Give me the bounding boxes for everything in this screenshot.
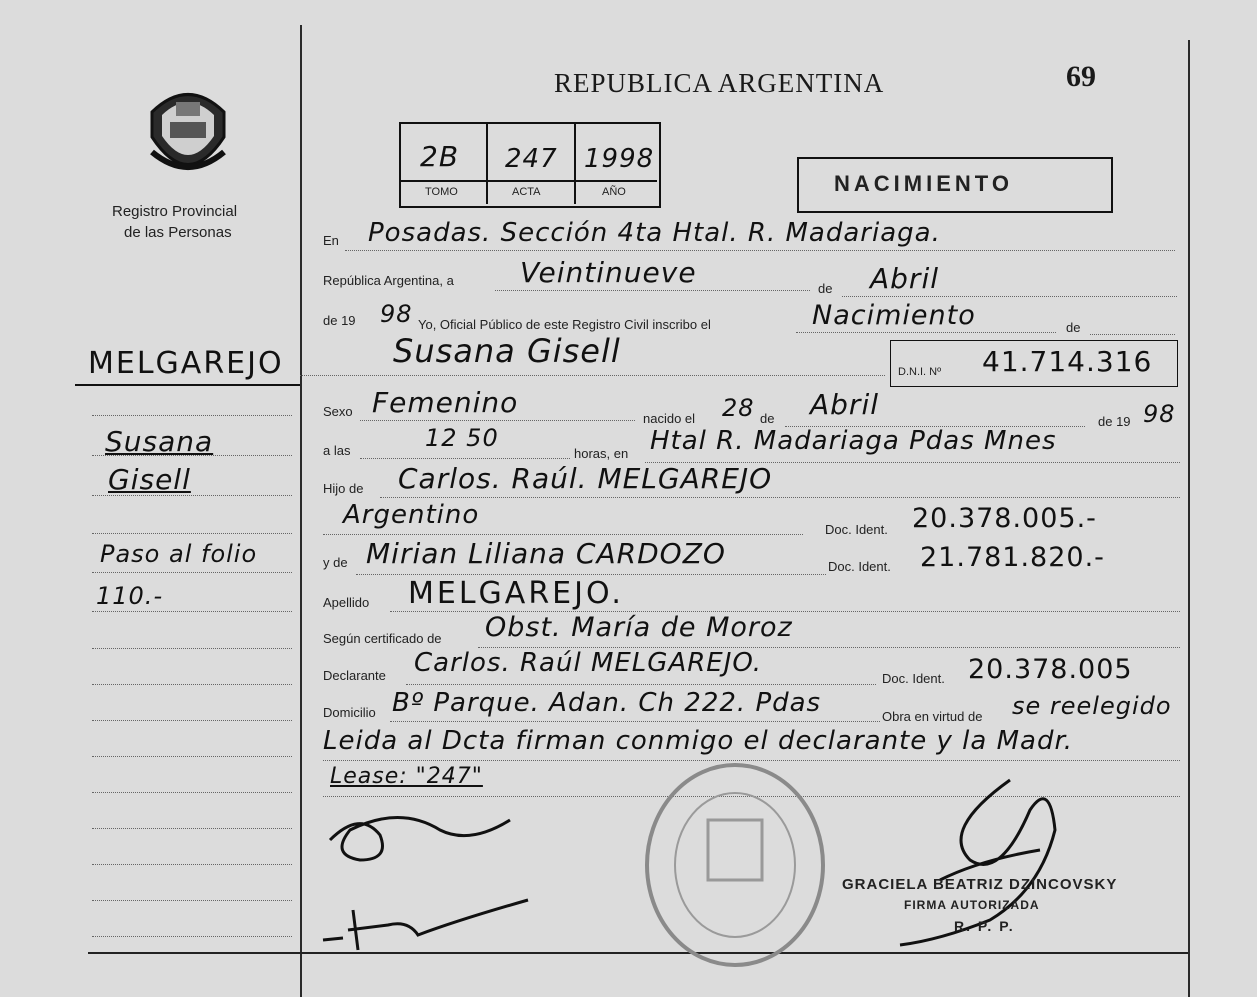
alas-label: a las xyxy=(323,443,351,458)
margin-line xyxy=(92,611,292,612)
left-margin-rule xyxy=(300,25,302,997)
margin-first-name-2: Gisell xyxy=(108,463,191,496)
registry-name-line1: Registro Provincial xyxy=(112,203,238,220)
republica-label: República Argentina, a xyxy=(323,273,454,288)
hora-line xyxy=(360,458,570,459)
day-value: Veintinueve xyxy=(520,256,697,289)
acta-label: ACTA xyxy=(512,186,541,198)
margin-signature-2 xyxy=(318,890,538,960)
domicilio-label: Domicilio xyxy=(323,705,376,720)
de-label-3: de xyxy=(760,411,775,426)
country-title: REPUBLICA ARGENTINA xyxy=(554,68,885,98)
day-line xyxy=(495,290,810,291)
margin-surname: MELGAREJO xyxy=(88,346,284,381)
margin-line xyxy=(92,533,292,534)
inscribo-value: Nacimiento xyxy=(812,300,976,331)
en-line xyxy=(345,250,1175,251)
record-type: NACIMIENTO xyxy=(834,171,1013,196)
obra-value: se reelegido xyxy=(1012,692,1172,720)
padre-nac-line xyxy=(323,534,803,535)
margin-line xyxy=(92,936,292,937)
doc1-value: 20.378.005.- xyxy=(912,503,1097,534)
margin-line xyxy=(92,792,292,793)
yo-label: Yo, Oficial Público de este Registro Civil inscribo el xyxy=(418,317,711,332)
margin-first-name-1: Susana xyxy=(105,425,214,458)
margin-line xyxy=(92,864,292,865)
tomo-value: 2B xyxy=(420,140,460,173)
margin-line xyxy=(92,828,292,829)
apellido-label: Apellido xyxy=(323,595,370,610)
officer-title: FIRMA AUTORIZADA xyxy=(904,898,1040,912)
margin-line xyxy=(92,900,292,901)
yde-label: y de xyxy=(323,555,348,570)
domicilio-value: Bº Parque. Adan. Ch 222. Pdas xyxy=(392,688,822,718)
dni-value: 41.714.316 xyxy=(982,345,1153,378)
declarante-label: Declarante xyxy=(323,668,386,683)
doc2-label: Doc. Ident. xyxy=(828,559,891,574)
anio-label: AÑO xyxy=(602,186,626,198)
margin-line xyxy=(92,415,292,416)
margin-note-2: 110.- xyxy=(96,582,164,610)
margin-line xyxy=(92,720,292,721)
horas-label: horas, en xyxy=(574,446,629,461)
nacido-month: Abril xyxy=(810,388,879,421)
margin-line xyxy=(92,756,292,757)
madre-line xyxy=(356,574,826,575)
margin-line xyxy=(92,495,292,496)
hora-value: 12 50 xyxy=(425,424,499,452)
tomo-label: TOMO xyxy=(425,186,458,198)
record-box-sep xyxy=(486,124,488,204)
padre-value: Carlos. Raúl. MELGAREJO xyxy=(398,462,773,495)
margin-line xyxy=(92,648,292,649)
record-box-divider xyxy=(401,180,657,182)
nacido-year: 98 xyxy=(1143,400,1176,428)
officer-name: GRACIELA BEATRIZ DZINCOVSKY xyxy=(842,876,1118,893)
bottom-rule xyxy=(88,952,1188,954)
acta-value: 247 xyxy=(505,144,558,174)
obra-label: Obra en virtud de xyxy=(882,709,983,724)
en-label: En xyxy=(323,233,339,248)
child-name: Susana Gisell xyxy=(393,332,621,370)
segun-value: Obst. María de Moroz xyxy=(485,612,793,643)
de-line-2 xyxy=(1090,334,1175,335)
margin-surname-underline xyxy=(75,384,300,386)
declarante-value: Carlos. Raúl MELGAREJO. xyxy=(414,648,763,678)
margin-signature-1 xyxy=(320,800,520,870)
right-margin-rule xyxy=(1188,40,1190,997)
inscribo-line xyxy=(796,332,1056,333)
year-value: 98 xyxy=(380,300,413,328)
sexo-value: Femenino xyxy=(372,386,519,419)
month-value: Abril xyxy=(870,262,939,295)
provincial-seal-logo xyxy=(142,82,234,182)
continuation-value: Leida al Dcta firman conmigo el declarante y la Madr. xyxy=(323,726,1074,756)
doc1-label: Doc. Ident. xyxy=(825,522,888,537)
en-value: Posadas. Sección 4ta Htal. R. Madariaga. xyxy=(368,218,941,248)
nacido-label: nacido el xyxy=(643,411,696,426)
declarante-line xyxy=(406,684,876,685)
margin-line xyxy=(92,684,292,685)
page-number: 69 xyxy=(1066,60,1096,93)
name-line xyxy=(300,375,885,376)
record-box-sep xyxy=(574,124,576,204)
domicilio-line xyxy=(390,721,880,722)
lugar-value: Htal R. Madariaga Pdas Mnes xyxy=(650,426,1057,456)
doc2-value: 21.781.820.- xyxy=(920,542,1105,573)
segun-label: Según certificado de xyxy=(323,631,442,646)
sexo-label: Sexo xyxy=(323,404,353,419)
margin-line xyxy=(92,455,292,456)
registry-name-line2: de las Personas xyxy=(124,224,232,241)
sexo-line xyxy=(360,420,635,421)
dni-label: D.N.I. Nº xyxy=(898,366,942,378)
padre-nac: Argentino xyxy=(343,500,480,530)
de-label-2: de xyxy=(1066,320,1081,335)
margin-note-1: Paso al folio xyxy=(100,540,258,568)
anio-value: 1998 xyxy=(584,144,655,174)
madre-value: Mirian Liliana CARDOZO xyxy=(366,537,726,570)
hijo-label: Hijo de xyxy=(323,481,364,496)
de-label: de xyxy=(818,281,833,296)
doc3-label: Doc. Ident. xyxy=(882,671,945,686)
year-prefix: de 19 xyxy=(323,313,356,328)
doc3-value: 20.378.005 xyxy=(968,654,1133,685)
margin-line xyxy=(92,572,292,573)
padre-line xyxy=(380,497,1180,498)
nacido-day: 28 xyxy=(722,394,755,422)
lease-value: Lease: "247" xyxy=(330,764,483,789)
month-line xyxy=(842,296,1177,297)
de19-label: de 19 xyxy=(1098,414,1131,429)
apellido-value: MELGAREJO. xyxy=(408,576,624,611)
officer-org: R. P. P. xyxy=(954,918,1015,934)
official-stamp xyxy=(640,760,830,970)
